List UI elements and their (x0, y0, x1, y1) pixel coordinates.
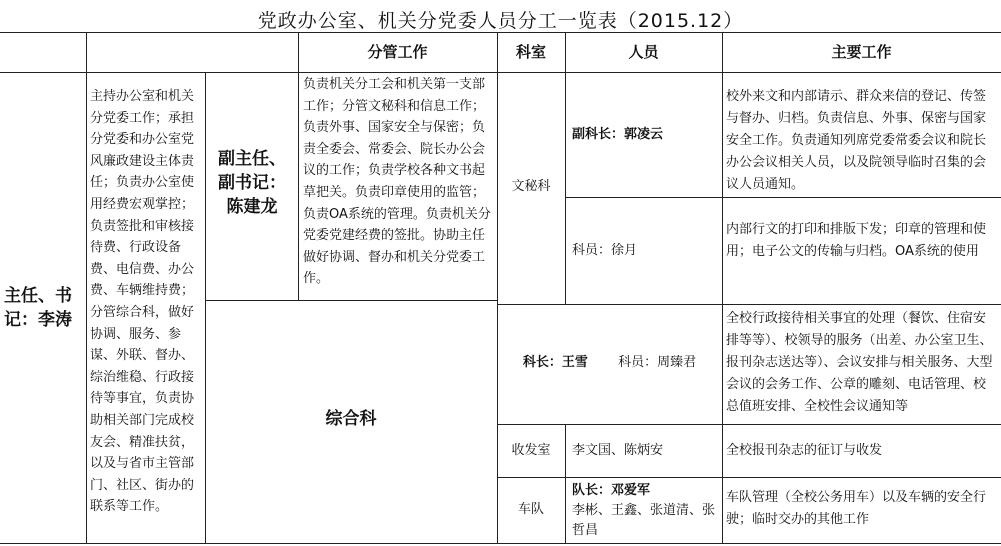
work-wenmi-1: 校外来文和内部请示、群众来信的登记、传签与督办、归档。负责信息、外事、保密与国家安全工作。负责通知列席党委常委会议和院长办公会议相关人员，以及院领导临时召集的会议人员通知。 (726, 89, 987, 192)
work-chedui: 车队管理（全校公务用车）以及车辆的安全行驶；临时交办的其他工作 (726, 490, 987, 527)
person-wangxue: 科长：王雪 (522, 355, 588, 370)
page-title: 党政办公室、机关分党委人员分工一览表（2015.12） (257, 10, 744, 32)
chedui-members: 李彬、王鑫、张道清、张哲昌 (572, 503, 716, 538)
person-shoufa: 李文国、陈炳安 (572, 443, 664, 458)
person-guo: 副科长：郭凌云 (572, 127, 664, 142)
person-xu: 科员：徐月 (572, 243, 638, 258)
deputy-duties: 负责机关分工会和机关第一支部工作；分管文秘科和信息工作；负责外事、国家安全与保密；负责全委会、常委会、院长办公会议的工作；负责学校各种文书起草把关。负责印章使用的监管；负责OA系统的管理。负责机关分党委党建经费的签批。协助主任做好协调、督办和机关分党委工作。 (303, 77, 491, 287)
chedui-leader: 队长：邓爱军 (572, 483, 651, 498)
work-shoufa: 全校报刊杂志的征订与收发 (726, 443, 883, 458)
dept-zonghe: 综合科 (325, 409, 377, 429)
director-duties: 主持办公室和机关分党委工作；承担分党委和办公室党风廉政建设主体责任；负责办公室使用经费宏观掌控；负责签批和审核接待费、行政设备费、电信费、办公费、车辆维持费；分管综合科，做好协调、服务、参谋、外联、督办、综治维稳、行政接待等事宜，负责协助相关部门完成校友会、精准扶贫，以及与省市主管部门、社区、街办的联系等工作。 (90, 89, 195, 515)
header-fenguan: 分管工作 (367, 43, 428, 61)
header-zhuyao: 主要工作 (831, 43, 892, 61)
header-renyuan: 人员 (628, 43, 659, 61)
director-name: 主任、书记：李涛 (4, 286, 72, 330)
header-keshi: 科室 (515, 43, 546, 61)
person-zonghe (497, 352, 722, 374)
dept-wenmi: 文秘科 (511, 179, 551, 194)
work-zonghe: 全校行政接待相关事宜的处理（餐饮、住宿安排等等）、校领导的服务（出差、办公室卫生、报刊杂志送达等）、会议安排与相关服务、大型会议的会务工作、公章的雕刻、电话管理、校总值班安排、全校性会议通知等 (726, 311, 993, 414)
person-zhou: 科员：周臻君 (618, 355, 697, 370)
work-wenmi-2: 内部行文的打印和排版下发；印章的管理和使用；电子公文的传输与归档。OA系统的使用 (726, 222, 987, 259)
dept-chedui: 车队 (517, 502, 544, 517)
deputy-name: 副主任、 副书记： 陈建龙 (218, 149, 286, 217)
dept-shoufa: 收发室 (511, 443, 551, 458)
